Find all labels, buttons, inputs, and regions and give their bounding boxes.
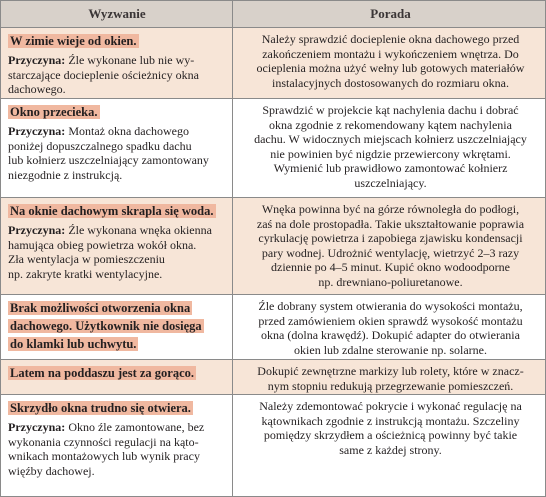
- cause-line: więźby dachowej.: [8, 463, 95, 478]
- challenge-cell: [1, 395, 233, 496]
- cause-line: niezgodnie z instrukcją.: [8, 167, 123, 182]
- advice-line: ocieplenia można użyć wełny lub gotowych materiałów: [256, 61, 525, 76]
- challenge-cell: [1, 28, 233, 98]
- cause-text: [8, 223, 226, 281]
- cause-line: wykonania czynności regulacji na kąto-: [8, 434, 199, 449]
- advice-line: Źle dobrany system otwierania do wysokości montażu,: [258, 299, 523, 313]
- table-row: [1, 394, 545, 496]
- cause-line: poniżej dopuszczalnego spadku dachu: [8, 138, 192, 153]
- table-row: [1, 359, 545, 394]
- advice-cell: [233, 99, 545, 197]
- advice-line: nym stopniu redukują przegrzewanie pomieszczeń.: [267, 378, 514, 393]
- cause-line: dachowego.: [8, 82, 66, 97]
- advice-line: zaś na dole prostopadła. Takie ukształtowanie poprawia: [256, 216, 525, 231]
- advice-cell: [233, 395, 545, 496]
- challenge-title-line: Okno przecieka.: [10, 105, 98, 119]
- cause-line: Źle wykonane lub nie wy-: [65, 53, 195, 67]
- advice-line: np. drewniano-poliuretanowe.: [318, 274, 463, 289]
- advice-line: dachu. W widocznych miejscach kołnierz uszczelniający: [254, 132, 527, 147]
- cause-line: Źle wykonana wnęka okienna: [65, 223, 212, 237]
- challenge-title: [8, 202, 226, 220]
- table-row: [1, 27, 545, 98]
- challenge-title-line: dachowego. Użytkownik nie dosięga: [10, 319, 202, 333]
- advice-text: [242, 364, 539, 393]
- challenge-title-line: Brak możliwości otworzenia okna: [10, 301, 191, 315]
- challenge-cell: [1, 360, 233, 394]
- advice-line: kątownikach zgodnie z instrukcją montażu. Szczeliny: [261, 413, 520, 428]
- advice-line: uszczelniający.: [354, 175, 427, 190]
- cause-line: Okno źle zamontowane, bez: [65, 420, 205, 434]
- challenge-title: [8, 399, 226, 417]
- challenge-title-line: Latem na poddaszu jest za gorąco.: [10, 366, 195, 380]
- advice-line: Wnęka powinna być na górze równoległa do podłogi,: [261, 202, 520, 216]
- table-header: [1, 1, 545, 27]
- challenge-title: [8, 364, 226, 382]
- challenge-title: [8, 103, 226, 121]
- cause-label: Przyczyna:: [8, 420, 66, 434]
- advice-cell: [233, 360, 545, 394]
- advice-cell: [233, 295, 545, 359]
- advice-line: Sprawdzić w projekcie kąt nachylenia dachu i dobrać: [262, 103, 519, 117]
- advice-text: [242, 32, 539, 90]
- table-row: [1, 294, 545, 359]
- cause-line: lub kołnierz uszczelniający zamontowany: [8, 153, 209, 168]
- advice-line: same z każdej strony.: [339, 442, 442, 457]
- challenge-title-line: do klamki lub uchwytu.: [10, 337, 137, 351]
- advice-text: [242, 202, 539, 290]
- header-challenge: Wyzwanie: [1, 1, 233, 27]
- advice-line: Należy zdemontować pokrycie i wykonać regulację na: [259, 399, 522, 413]
- cause-text: [8, 124, 226, 182]
- challenge-cell: [1, 99, 233, 197]
- advice-line: okien lub zdalne sterowanie np. solarne.: [294, 342, 487, 357]
- challenge-title-line: Na oknie dachowym skrapla się woda.: [10, 204, 214, 218]
- advice-line: instalacyjnych dostosowanych do rozmiaru okna.: [272, 75, 509, 90]
- advice-line: pomiędzy skrzydłem a ościeżnicą powinny być takie: [263, 428, 518, 443]
- header-advice: Porada: [233, 1, 545, 27]
- cause-line: Zła wentylacja w pomieszczeniu: [8, 252, 165, 267]
- advice-line: przed zamówieniem okien sprawdź wysokość montażu: [258, 313, 523, 328]
- advice-line: Wymienić lub prawidłowo zamontować kołnierz: [273, 161, 508, 176]
- cause-text: [8, 53, 226, 97]
- advice-text: [242, 103, 539, 191]
- cause-line: hamująca obieg powietrza wokół okna.: [8, 237, 197, 252]
- advice-line: dziennie po 4–5 minut. Kupić okno wodoodporne: [271, 260, 510, 275]
- cause-label: Przyczyna:: [8, 53, 66, 67]
- table-row: [1, 197, 545, 294]
- advice-line: cyrkulację powietrza i zapobiega zjawisku kondensacji: [258, 231, 523, 246]
- advice-line: nie powinien być nigdzie przewiercony wkrętami.: [270, 146, 511, 161]
- cause-line: wnikach montażowych lub wynik pracy: [8, 449, 200, 464]
- table-row: [1, 98, 545, 197]
- advice-line: zakończeniem montażu i wykończeniem wnętrza. Do: [262, 46, 519, 61]
- cause-line: np. zakryte kratki wentylacyjne.: [8, 266, 163, 281]
- advice-line: Dokupić zewnętrzne markizy lub rolety, które w znacz-: [257, 364, 524, 378]
- cause-line: starczające docieplenie ościeżnicy okna: [8, 67, 199, 82]
- cause-label: Przyczyna:: [8, 124, 66, 138]
- advice-cell: [233, 28, 545, 98]
- challenge-cell: [1, 198, 233, 294]
- challenge-title-line: W zimie wieje od okien.: [10, 34, 137, 48]
- cause-label: Przyczyna:: [8, 223, 66, 237]
- challenge-title: [8, 299, 226, 353]
- challenge-title-line: Skrzydło okna trudno się otwiera.: [10, 401, 191, 415]
- advice-text: [242, 399, 539, 457]
- advice-line: Należy sprawdzić docieplenie okna dachowego przed: [261, 32, 520, 46]
- cause-line: Montaż okna dachowego: [65, 124, 189, 138]
- challenge-title: [8, 32, 226, 50]
- advice-text: [242, 299, 539, 357]
- advice-line: okna (dolna krawędź). Dokupić adapter do otwierania: [261, 328, 520, 343]
- advice-line: pary wodnej. Udrożnić wentylację, wietrzyć 2–3 razy: [261, 245, 520, 260]
- advice-cell: [233, 198, 545, 294]
- advice-line: okna zgodnie z rekomendowany kątem nachylenia: [269, 117, 512, 132]
- cause-text: [8, 420, 226, 478]
- challenge-cell: [1, 295, 233, 359]
